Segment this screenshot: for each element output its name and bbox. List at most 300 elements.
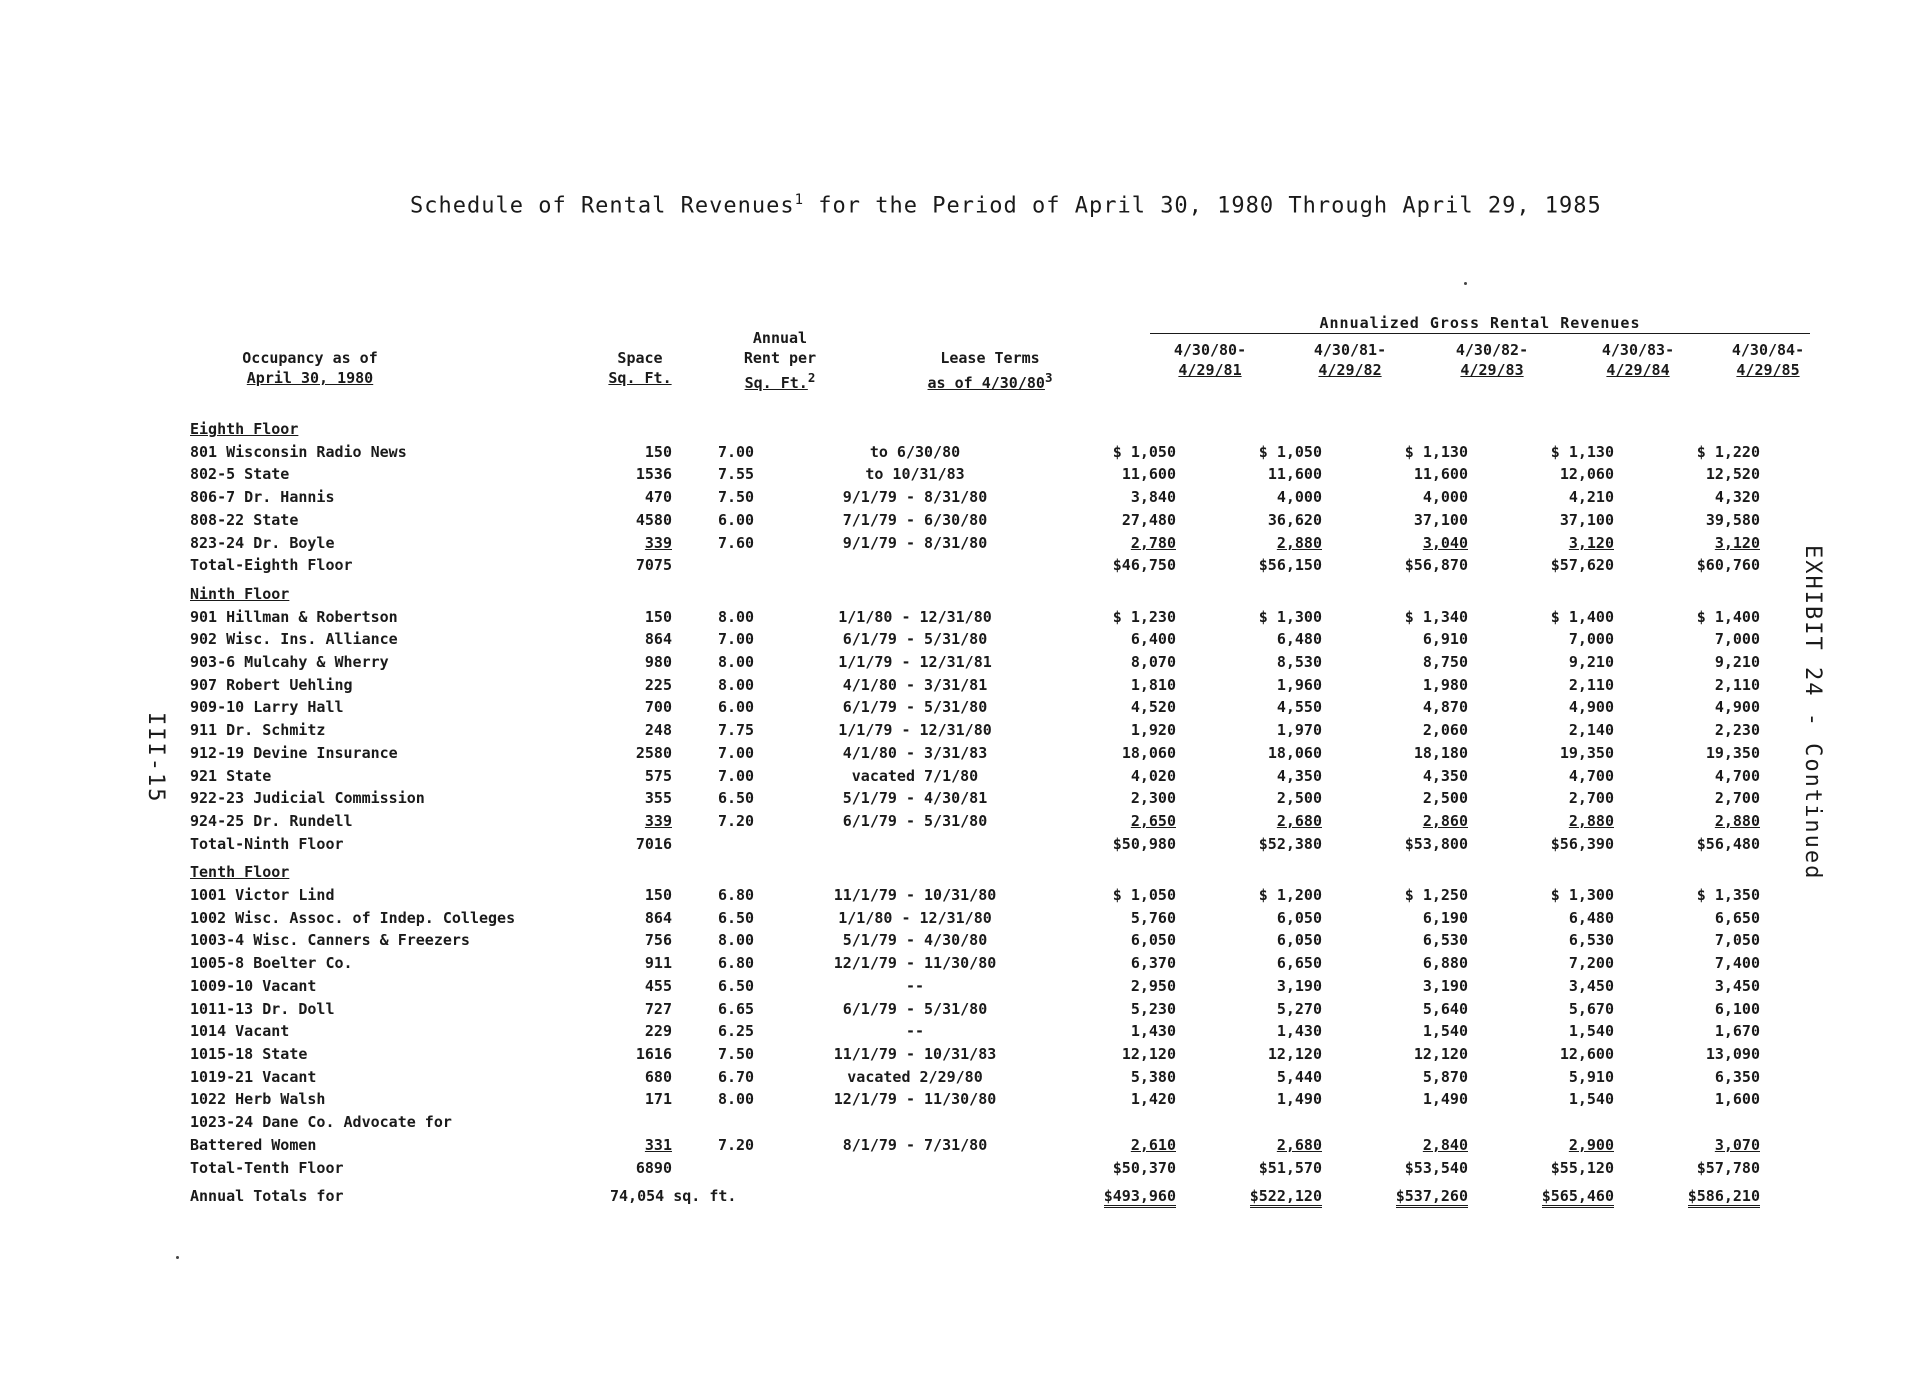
occupant: 901 Hillman & Robertson xyxy=(190,607,398,626)
table-row xyxy=(190,884,1760,907)
lease-value: 9/1/79 - 8/31/80 xyxy=(842,533,988,552)
total-label: Total-Tenth Floor xyxy=(190,1158,344,1177)
year5-value: 7,000 xyxy=(1714,630,1760,649)
year2-value: 1,970 xyxy=(1276,721,1322,740)
year1-value: 6,400 xyxy=(1130,630,1176,649)
table-row xyxy=(190,719,1760,742)
year4-value: 2,110 xyxy=(1568,675,1614,694)
total-year3: $53,540 xyxy=(1404,1158,1468,1177)
space-value: 1616 xyxy=(635,1044,672,1063)
year4-value: 2,700 xyxy=(1568,789,1614,808)
total-year3: $53,800 xyxy=(1404,834,1468,853)
year5-value: 3,070 xyxy=(1714,1135,1760,1154)
year4-value: 3,120 xyxy=(1568,533,1614,552)
occupant: 1023-24 Dane Co. Advocate for xyxy=(190,1113,452,1132)
total-year4: $55,120 xyxy=(1550,1158,1614,1177)
year4-value: 3,450 xyxy=(1568,976,1614,995)
year1-value: 1,430 xyxy=(1130,1022,1176,1041)
rent-value: 6.00 xyxy=(717,698,755,717)
year4-value: $ 1,400 xyxy=(1550,607,1614,626)
year3-value: 5,870 xyxy=(1422,1067,1468,1086)
rent-value: 7.20 xyxy=(717,1135,755,1154)
total-year1: $50,370 xyxy=(1112,1158,1176,1177)
year5-value: 13,090 xyxy=(1705,1044,1760,1063)
year4-value: 1,540 xyxy=(1568,1022,1614,1041)
year3-value: $ 1,340 xyxy=(1404,607,1468,626)
rent-value: 6.25 xyxy=(717,1022,755,1041)
year-header-5 xyxy=(1708,340,1828,380)
table-row xyxy=(190,674,1760,697)
table-row xyxy=(190,1043,1760,1066)
table-row xyxy=(190,1088,1760,1111)
year4-value: 2,900 xyxy=(1568,1135,1614,1154)
occupant: 924-25 Dr. Rundell xyxy=(190,811,353,830)
year2-value: 11,600 xyxy=(1267,465,1322,484)
space-value: 700 xyxy=(644,698,672,717)
year1-value: $ 1,050 xyxy=(1112,886,1176,905)
year4-value: 7,200 xyxy=(1568,954,1614,973)
year2-value: 4,350 xyxy=(1276,766,1322,785)
year5-value: 12,520 xyxy=(1705,465,1760,484)
table-row xyxy=(190,486,1760,509)
year1-value: 11,600 xyxy=(1121,465,1176,484)
table-row xyxy=(190,787,1760,810)
scan-speck xyxy=(1464,282,1467,285)
year2-value: 4,000 xyxy=(1276,488,1322,507)
year2-value: 6,650 xyxy=(1276,954,1322,973)
space-header xyxy=(600,348,680,388)
occupant: 802-5 State xyxy=(190,465,290,484)
year2-value: 6,050 xyxy=(1276,908,1322,927)
rent-header-line1: Annual xyxy=(752,329,808,347)
occupant-cont: Battered Women xyxy=(190,1135,317,1154)
lease-value: 6/1/79 - 5/31/80 xyxy=(842,999,988,1018)
lease-value: to 10/31/83 xyxy=(865,465,965,484)
year-header-5-line2: 4/29/85 xyxy=(1736,361,1800,379)
lease-header-line2: as of 4/30/80 xyxy=(927,374,1045,392)
year2-value: $ 1,200 xyxy=(1258,886,1322,905)
rent-value: 8.00 xyxy=(717,931,755,950)
occupancy-header-line2: April 30, 1980 xyxy=(246,369,374,387)
year4-value: $ 1,130 xyxy=(1550,442,1614,461)
year1-value: 1,420 xyxy=(1130,1090,1176,1109)
year1-value: 27,480 xyxy=(1121,510,1176,529)
year2-value: 6,050 xyxy=(1276,931,1322,950)
year2-value: $ 1,050 xyxy=(1258,442,1322,461)
lease-value: -- xyxy=(905,1022,925,1041)
section-header-row xyxy=(190,855,1760,884)
rent-value: 6.50 xyxy=(717,789,755,808)
year5-value: $ 1,220 xyxy=(1696,442,1760,461)
total-year1: $50,980 xyxy=(1112,834,1176,853)
year3-value: 6,880 xyxy=(1422,954,1468,973)
occupant: 903-6 Mulcahy & Wherry xyxy=(190,653,389,672)
space-value: 248 xyxy=(644,721,672,740)
section-title-eighth: Eighth Floor xyxy=(190,420,299,438)
table-row xyxy=(190,463,1760,486)
section-header-row xyxy=(190,577,1760,606)
year5-value: 6,350 xyxy=(1714,1067,1760,1086)
space-value: 470 xyxy=(644,488,672,507)
rent-value: 6.70 xyxy=(717,1067,755,1086)
year-header-4 xyxy=(1578,340,1698,380)
year3-value: 1,540 xyxy=(1422,1022,1468,1041)
year1-value: 6,050 xyxy=(1130,931,1176,950)
year4-value: 5,910 xyxy=(1568,1067,1614,1086)
total-row xyxy=(190,554,1760,577)
occupant: 1003-4 Wisc. Canners & Freezers xyxy=(190,931,470,950)
occupant: 1001 Victor Lind xyxy=(190,886,335,905)
occupant: 912-19 Devine Insurance xyxy=(190,743,398,762)
year4-value: 6,530 xyxy=(1568,931,1614,950)
lease-value: 1/1/79 - 12/31/80 xyxy=(838,721,992,740)
lease-value: 12/1/79 - 11/30/80 xyxy=(833,1090,997,1109)
year4-value: 37,100 xyxy=(1559,510,1614,529)
year1-value: 6,370 xyxy=(1130,954,1176,973)
total-year2: $51,570 xyxy=(1258,1158,1322,1177)
space-value: 4580 xyxy=(635,510,672,529)
year3-value: 2,060 xyxy=(1422,721,1468,740)
total-year5: $60,760 xyxy=(1696,556,1760,575)
annual-totals-label: Annual Totals for xyxy=(190,1187,344,1206)
space-header-line2: Sq. Ft. xyxy=(608,369,672,387)
year3-value: 12,120 xyxy=(1413,1044,1468,1063)
total-label: Total-Ninth Floor xyxy=(190,834,344,853)
rental-schedule-table xyxy=(190,418,1760,1208)
rent-value: 6.50 xyxy=(717,976,755,995)
occupant: 808-22 State xyxy=(190,510,299,529)
year-header-2-line1: 4/30/81- xyxy=(1313,341,1387,359)
rent-header xyxy=(720,328,840,393)
lease-value: vacated 7/1/80 xyxy=(851,766,979,785)
lease-value: 6/1/79 - 5/31/80 xyxy=(842,811,988,830)
table-row xyxy=(190,742,1760,765)
year3-value: 11,600 xyxy=(1413,465,1468,484)
rent-value: 6.65 xyxy=(717,999,755,1018)
year5-value: 39,580 xyxy=(1705,510,1760,529)
table-row xyxy=(190,651,1760,674)
rent-value: 7.00 xyxy=(717,630,755,649)
year3-value: 4,000 xyxy=(1422,488,1468,507)
rent-header-line2: Rent per xyxy=(743,349,817,367)
year1-value: 5,380 xyxy=(1130,1067,1176,1086)
year-header-1 xyxy=(1150,340,1270,380)
table-row xyxy=(190,929,1760,952)
year3-value: 2,840 xyxy=(1422,1135,1468,1154)
year1-value: 5,230 xyxy=(1130,999,1176,1018)
title-text-rest: for the Period of April 30, 1980 Through April 29, 1985 xyxy=(804,193,1602,219)
annual-year5: $586,210 xyxy=(1688,1187,1760,1208)
occupancy-header-line1: Occupancy as of xyxy=(242,349,378,367)
occupant: 1011-13 Dr. Doll xyxy=(190,999,335,1018)
year3-value: 8,750 xyxy=(1422,653,1468,672)
year2-value: 3,190 xyxy=(1276,976,1322,995)
rent-value: 6.00 xyxy=(717,510,755,529)
lease-value: 11/1/79 - 10/31/80 xyxy=(833,886,997,905)
rent-value: 7.00 xyxy=(717,766,755,785)
total-space: 7075 xyxy=(635,556,672,575)
space-value: 339 xyxy=(644,811,672,830)
year2-value: 2,880 xyxy=(1276,533,1322,552)
year3-value: 4,350 xyxy=(1422,766,1468,785)
year-header-2-line2: 4/29/82 xyxy=(1318,361,1382,379)
lease-value: 5/1/79 - 4/30/81 xyxy=(842,789,988,808)
total-year5: $56,480 xyxy=(1696,834,1760,853)
occupant: 1015-18 State xyxy=(190,1044,308,1063)
rent-value: 7.75 xyxy=(717,721,755,740)
year4-value: 4,700 xyxy=(1568,766,1614,785)
occupant: 921 State xyxy=(190,766,272,785)
occupant: 1005-8 Boelter Co. xyxy=(190,954,353,973)
table-row xyxy=(190,975,1760,998)
total-row xyxy=(190,833,1760,856)
space-value: 756 xyxy=(644,931,672,950)
rent-value: 8.00 xyxy=(717,675,755,694)
rent-value: 8.00 xyxy=(717,1090,755,1109)
lease-header-line1: Lease Terms xyxy=(940,349,1040,367)
year2-value: 2,680 xyxy=(1276,1135,1322,1154)
year1-value: 2,650 xyxy=(1130,811,1176,830)
year4-value: 4,900 xyxy=(1568,698,1614,717)
year2-value: 5,270 xyxy=(1276,999,1322,1018)
space-value: 575 xyxy=(644,766,672,785)
year4-value: 19,350 xyxy=(1559,743,1614,762)
annual-year2: $522,120 xyxy=(1250,1187,1322,1208)
year3-value: 2,500 xyxy=(1422,789,1468,808)
year-header-4-line2: 4/29/84 xyxy=(1606,361,1670,379)
table-row xyxy=(190,765,1760,788)
space-value: 339 xyxy=(644,533,672,552)
year2-value: 8,530 xyxy=(1276,653,1322,672)
year1-value: 2,300 xyxy=(1130,789,1176,808)
table-row xyxy=(190,606,1760,629)
lease-value: 7/1/79 - 6/30/80 xyxy=(842,510,988,529)
occupant: 823-24 Dr. Boyle xyxy=(190,533,335,552)
space-value: 864 xyxy=(644,630,672,649)
year4-value: 2,880 xyxy=(1568,811,1614,830)
occupant: 1022 Herb Walsh xyxy=(190,1090,326,1109)
year4-value: 2,140 xyxy=(1568,721,1614,740)
annual-year3: $537,260 xyxy=(1396,1187,1468,1208)
year2-value: 6,480 xyxy=(1276,630,1322,649)
total-year5: $57,780 xyxy=(1696,1158,1760,1177)
space-value: 150 xyxy=(644,607,672,626)
occupant: 902 Wisc. Ins. Alliance xyxy=(190,630,398,649)
rent-value: 6.80 xyxy=(717,886,755,905)
year2-value: 2,680 xyxy=(1276,811,1322,830)
occupant: 1009-10 Vacant xyxy=(190,976,317,995)
year-header-5-line1: 4/30/84- xyxy=(1731,341,1805,359)
rent-header-line3: Sq. Ft. xyxy=(744,374,808,392)
year4-value: 7,000 xyxy=(1568,630,1614,649)
rent-value: 6.80 xyxy=(717,954,755,973)
year5-value: $ 1,400 xyxy=(1696,607,1760,626)
occupant: 911 Dr. Schmitz xyxy=(190,721,326,740)
year2-value: 1,490 xyxy=(1276,1090,1322,1109)
year3-value: 4,870 xyxy=(1422,698,1468,717)
total-label: Total-Eighth Floor xyxy=(190,556,353,575)
space-value: 225 xyxy=(644,675,672,694)
year1-value: $ 1,230 xyxy=(1112,607,1176,626)
annual-year1: $493,960 xyxy=(1104,1187,1176,1208)
year5-value: 2,110 xyxy=(1714,675,1760,694)
annual-totals-space: 74,054 sq. ft. xyxy=(610,1187,737,1206)
space-value: 727 xyxy=(644,999,672,1018)
year3-value: 37,100 xyxy=(1413,510,1468,529)
lease-value: 1/1/80 - 12/31/80 xyxy=(838,908,992,927)
table-row xyxy=(190,1111,1760,1134)
table-row xyxy=(190,441,1760,464)
lease-header xyxy=(880,348,1100,393)
total-year1: $46,750 xyxy=(1112,556,1176,575)
lease-value: 1/1/79 - 12/31/81 xyxy=(838,653,992,672)
table-row xyxy=(190,998,1760,1021)
year5-value: 4,700 xyxy=(1714,766,1760,785)
space-value: 355 xyxy=(644,789,672,808)
space-value: 331 xyxy=(644,1135,672,1154)
year2-value: 12,120 xyxy=(1267,1044,1322,1063)
total-year2: $56,150 xyxy=(1258,556,1322,575)
year-header-1-line2: 4/29/81 xyxy=(1178,361,1242,379)
year4-value: 9,210 xyxy=(1568,653,1614,672)
year5-value: 3,120 xyxy=(1714,533,1760,552)
scan-speck xyxy=(176,1256,179,1259)
year5-value: 19,350 xyxy=(1705,743,1760,762)
occupant: 922-23 Judicial Commission xyxy=(190,789,425,808)
page-number-side-label: III-15 xyxy=(143,712,168,804)
total-year3: $56,870 xyxy=(1404,556,1468,575)
space-value: 911 xyxy=(644,954,672,973)
year1-value: 2,610 xyxy=(1130,1135,1176,1154)
year2-value: $ 1,300 xyxy=(1258,607,1322,626)
table-row xyxy=(190,532,1760,555)
space-value: 455 xyxy=(644,976,672,995)
year1-value: 18,060 xyxy=(1121,743,1176,762)
space-value: 1536 xyxy=(635,465,672,484)
title-text: Schedule of Rental Revenues xyxy=(410,193,795,219)
year5-value: 4,320 xyxy=(1714,488,1760,507)
year5-value: 1,670 xyxy=(1714,1022,1760,1041)
lease-header-footnote: 3 xyxy=(1044,370,1053,385)
space-value: 2580 xyxy=(635,743,672,762)
space-value: 171 xyxy=(644,1090,672,1109)
year5-value: 4,900 xyxy=(1714,698,1760,717)
total-year4: $56,390 xyxy=(1550,834,1614,853)
lease-value: vacated 2/29/80 xyxy=(847,1067,983,1086)
year1-value: 1,920 xyxy=(1130,721,1176,740)
total-row xyxy=(190,1157,1760,1180)
annual-totals-row xyxy=(190,1179,1760,1208)
year-header-2 xyxy=(1290,340,1410,380)
year3-value: 18,180 xyxy=(1413,743,1468,762)
year2-value: 18,060 xyxy=(1267,743,1322,762)
rent-value: 7.50 xyxy=(717,1044,755,1063)
year2-value: 4,550 xyxy=(1276,698,1322,717)
lease-value: -- xyxy=(905,976,925,995)
year5-value: 6,100 xyxy=(1714,999,1760,1018)
year5-value: 9,210 xyxy=(1714,653,1760,672)
total-space: 6890 xyxy=(635,1158,672,1177)
year4-value: 5,670 xyxy=(1568,999,1614,1018)
lease-value: 6/1/79 - 5/31/80 xyxy=(842,698,988,717)
section-title-ninth: Ninth Floor xyxy=(190,584,290,603)
table-row xyxy=(190,810,1760,833)
lease-value: 4/1/80 - 3/31/83 xyxy=(842,743,988,762)
lease-value: 11/1/79 - 10/31/83 xyxy=(833,1044,997,1063)
schedule-title xyxy=(410,192,1602,219)
section-header-row xyxy=(190,418,1760,441)
rent-value: 8.00 xyxy=(717,607,755,626)
year3-value: $ 1,130 xyxy=(1404,442,1468,461)
occupancy-header xyxy=(190,348,430,388)
year1-value: 12,120 xyxy=(1121,1044,1176,1063)
lease-value: to 6/30/80 xyxy=(869,442,961,461)
year-header-1-line1: 4/30/80- xyxy=(1173,341,1247,359)
lease-value: 4/1/80 - 3/31/81 xyxy=(842,675,988,694)
table-row xyxy=(190,628,1760,651)
year4-value: 12,600 xyxy=(1559,1044,1614,1063)
year5-value: 3,450 xyxy=(1714,976,1760,995)
space-header-line1: Space xyxy=(617,349,663,367)
lease-value: 9/1/79 - 8/31/80 xyxy=(842,488,988,507)
year4-value: 12,060 xyxy=(1559,465,1614,484)
rent-value: 7.50 xyxy=(717,488,755,507)
year3-value: 6,190 xyxy=(1422,908,1468,927)
occupant: 909-10 Larry Hall xyxy=(190,698,344,717)
year5-value: 1,600 xyxy=(1714,1090,1760,1109)
occupant: 907 Robert Uehling xyxy=(190,675,353,694)
year3-value: 2,860 xyxy=(1422,811,1468,830)
year3-value: $ 1,250 xyxy=(1404,886,1468,905)
lease-value: 8/1/79 - 7/31/80 xyxy=(842,1135,988,1154)
total-year4: $57,620 xyxy=(1550,556,1614,575)
space-value: 229 xyxy=(644,1022,672,1041)
occupant: 1019-21 Vacant xyxy=(190,1067,317,1086)
year2-value: 1,960 xyxy=(1276,675,1322,694)
table-row xyxy=(190,1066,1760,1089)
occupant: 1002 Wisc. Assoc. of Indep. Colleges xyxy=(190,908,516,927)
year1-value: 5,760 xyxy=(1130,908,1176,927)
table-row xyxy=(190,509,1760,532)
rent-value: 7.00 xyxy=(717,743,755,762)
year4-value: 6,480 xyxy=(1568,908,1614,927)
exhibit-side-label: EXHIBIT 24 - Continued xyxy=(1800,545,1825,881)
year1-value: 2,780 xyxy=(1130,533,1176,552)
table-row xyxy=(190,1020,1760,1043)
table-row xyxy=(190,696,1760,719)
table-row xyxy=(190,952,1760,975)
year3-value: 3,040 xyxy=(1422,533,1468,552)
year1-value: 4,020 xyxy=(1130,766,1176,785)
rent-value: 7.55 xyxy=(717,465,755,484)
year5-value: 2,880 xyxy=(1714,811,1760,830)
year5-value: 2,230 xyxy=(1714,721,1760,740)
year2-value: 5,440 xyxy=(1276,1067,1322,1086)
lease-value: 1/1/80 - 12/31/80 xyxy=(838,607,992,626)
year2-value: 1,430 xyxy=(1276,1022,1322,1041)
rent-value: 6.50 xyxy=(717,908,755,927)
year1-value: $ 1,050 xyxy=(1112,442,1176,461)
space-value: 980 xyxy=(644,653,672,672)
rent-value: 7.00 xyxy=(717,442,755,461)
year3-value: 6,910 xyxy=(1422,630,1468,649)
year1-value: 8,070 xyxy=(1130,653,1176,672)
year5-value: 7,400 xyxy=(1714,954,1760,973)
year2-value: 2,500 xyxy=(1276,789,1322,808)
occupant: 1014 Vacant xyxy=(190,1022,290,1041)
total-year2: $52,380 xyxy=(1258,834,1322,853)
year-header-3-line2: 4/29/83 xyxy=(1460,361,1524,379)
